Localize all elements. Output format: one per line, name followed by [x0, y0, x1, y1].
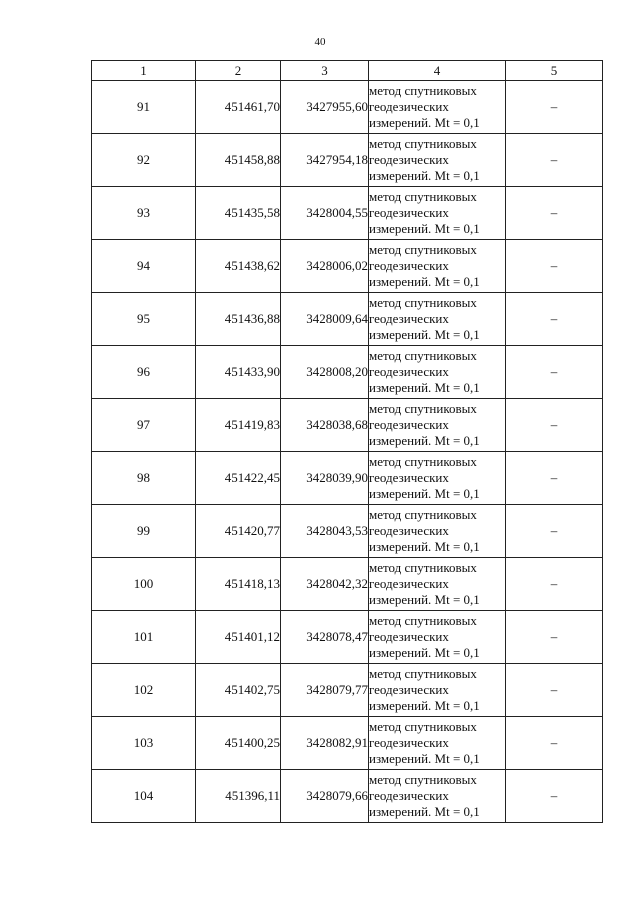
method-line-2: геодезических — [369, 470, 449, 485]
method-line-1: метод спутниковых — [369, 189, 477, 204]
point-number-cell: 93 — [92, 187, 196, 240]
method-line-2: геодезических — [369, 258, 449, 273]
x-coordinate-cell: 451436,88 — [196, 293, 281, 346]
table-row — [92, 611, 603, 664]
method-line-3: измерений. Mt = 0,1 — [369, 539, 480, 554]
note-cell: – — [506, 293, 603, 346]
method-line-1: метод спутниковых — [369, 666, 477, 681]
point-number-cell: 99 — [92, 505, 196, 558]
table-row — [92, 240, 603, 293]
point-number-cell: 91 — [92, 81, 196, 134]
x-coordinate-cell: 451420,77 — [196, 505, 281, 558]
coordinates-table — [91, 60, 603, 823]
point-number-cell: 97 — [92, 399, 196, 452]
y-coordinate-cell: 3428006,02 — [281, 240, 369, 293]
method-line-1: метод спутниковых — [369, 401, 477, 416]
note-cell: – — [506, 664, 603, 717]
x-coordinate-cell: 451435,58 — [196, 187, 281, 240]
table-row — [92, 664, 603, 717]
method-cell — [369, 240, 506, 293]
note-cell: – — [506, 346, 603, 399]
header-col-1: 1 — [92, 61, 196, 81]
method-line-3: измерений. Mt = 0,1 — [369, 751, 480, 766]
method-line-2: геодезических — [369, 99, 449, 114]
y-coordinate-cell: 3428038,68 — [281, 399, 369, 452]
x-coordinate-cell: 451402,75 — [196, 664, 281, 717]
method-line-3: измерений. Mt = 0,1 — [369, 221, 480, 236]
point-number-cell: 94 — [92, 240, 196, 293]
method-line-3: измерений. Mt = 0,1 — [369, 433, 480, 448]
y-coordinate-cell: 3428009,64 — [281, 293, 369, 346]
table-row — [92, 346, 603, 399]
table-header-row — [92, 61, 603, 81]
y-coordinate-cell: 3427955,60 — [281, 81, 369, 134]
x-coordinate-cell: 451458,88 — [196, 134, 281, 187]
point-number-cell: 103 — [92, 717, 196, 770]
method-cell — [369, 81, 506, 134]
method-line-2: геодезических — [369, 576, 449, 591]
table-body — [92, 81, 603, 823]
method-line-2: геодезических — [369, 523, 449, 538]
x-coordinate-cell: 451419,83 — [196, 399, 281, 452]
x-coordinate-cell: 451396,11 — [196, 770, 281, 823]
note-cell: – — [506, 717, 603, 770]
table-row — [92, 717, 603, 770]
method-line-2: геодезических — [369, 788, 449, 803]
method-cell — [369, 134, 506, 187]
method-line-1: метод спутниковых — [369, 295, 477, 310]
y-coordinate-cell: 3427954,18 — [281, 134, 369, 187]
point-number-cell: 98 — [92, 452, 196, 505]
method-line-1: метод спутниковых — [369, 83, 477, 98]
y-coordinate-cell: 3428078,47 — [281, 611, 369, 664]
table-row — [92, 293, 603, 346]
x-coordinate-cell: 451422,45 — [196, 452, 281, 505]
note-cell: – — [506, 505, 603, 558]
y-coordinate-cell: 3428039,90 — [281, 452, 369, 505]
point-number-cell: 101 — [92, 611, 196, 664]
header-col-4: 4 — [369, 61, 506, 81]
table-row — [92, 452, 603, 505]
note-cell: – — [506, 611, 603, 664]
table-row — [92, 187, 603, 240]
method-line-2: геодезических — [369, 311, 449, 326]
table-row — [92, 558, 603, 611]
header-col-2: 2 — [196, 61, 281, 81]
note-cell: – — [506, 452, 603, 505]
method-cell — [369, 399, 506, 452]
method-line-3: измерений. Mt = 0,1 — [369, 274, 480, 289]
point-number-cell: 104 — [92, 770, 196, 823]
method-line-2: геодезических — [369, 205, 449, 220]
y-coordinate-cell: 3428043,53 — [281, 505, 369, 558]
method-cell — [369, 770, 506, 823]
note-cell: – — [506, 240, 603, 293]
method-line-1: метод спутниковых — [369, 454, 477, 469]
method-line-3: измерений. Mt = 0,1 — [369, 168, 480, 183]
method-line-2: геодезических — [369, 735, 449, 750]
note-cell: – — [506, 134, 603, 187]
method-line-3: измерений. Mt = 0,1 — [369, 645, 480, 660]
method-line-1: метод спутниковых — [369, 507, 477, 522]
point-number-cell: 92 — [92, 134, 196, 187]
method-cell — [369, 558, 506, 611]
x-coordinate-cell: 451438,62 — [196, 240, 281, 293]
x-coordinate-cell: 451400,25 — [196, 717, 281, 770]
method-line-1: метод спутниковых — [369, 613, 477, 628]
method-line-3: измерений. Mt = 0,1 — [369, 380, 480, 395]
y-coordinate-cell: 3428082,91 — [281, 717, 369, 770]
note-cell: – — [506, 399, 603, 452]
table-row — [92, 134, 603, 187]
method-line-2: геодезических — [369, 682, 449, 697]
method-cell — [369, 664, 506, 717]
table-row — [92, 399, 603, 452]
method-line-2: геодезических — [369, 152, 449, 167]
method-line-3: измерений. Mt = 0,1 — [369, 327, 480, 342]
x-coordinate-cell: 451401,12 — [196, 611, 281, 664]
note-cell: – — [506, 187, 603, 240]
method-line-3: измерений. Mt = 0,1 — [369, 592, 480, 607]
point-number-cell: 100 — [92, 558, 196, 611]
method-line-3: измерений. Mt = 0,1 — [369, 804, 480, 819]
x-coordinate-cell: 451433,90 — [196, 346, 281, 399]
method-line-2: геодезических — [369, 629, 449, 644]
method-cell — [369, 505, 506, 558]
method-cell — [369, 717, 506, 770]
y-coordinate-cell: 3428008,20 — [281, 346, 369, 399]
method-cell — [369, 293, 506, 346]
x-coordinate-cell: 451418,13 — [196, 558, 281, 611]
method-line-3: измерений. Mt = 0,1 — [369, 698, 480, 713]
header-col-5: 5 — [506, 61, 603, 81]
method-line-2: геодезических — [369, 364, 449, 379]
method-line-3: измерений. Mt = 0,1 — [369, 115, 480, 130]
page-number: 40 — [314, 36, 326, 48]
header-col-3: 3 — [281, 61, 369, 81]
method-line-2: геодезических — [369, 417, 449, 432]
y-coordinate-cell: 3428079,77 — [281, 664, 369, 717]
method-line-3: измерений. Mt = 0,1 — [369, 486, 480, 501]
point-number-cell: 95 — [92, 293, 196, 346]
method-line-1: метод спутниковых — [369, 719, 477, 734]
method-line-1: метод спутниковых — [369, 348, 477, 363]
table-row — [92, 505, 603, 558]
point-number-cell: 102 — [92, 664, 196, 717]
method-cell — [369, 611, 506, 664]
method-line-1: метод спутниковых — [369, 772, 477, 787]
method-cell — [369, 346, 506, 399]
method-cell — [369, 452, 506, 505]
method-line-1: метод спутниковых — [369, 136, 477, 151]
method-cell — [369, 187, 506, 240]
point-number-cell: 96 — [92, 346, 196, 399]
method-line-1: метод спутниковых — [369, 242, 477, 257]
note-cell: – — [506, 558, 603, 611]
y-coordinate-cell: 3428079,66 — [281, 770, 369, 823]
table-row — [92, 770, 603, 823]
method-line-1: метод спутниковых — [369, 560, 477, 575]
note-cell: – — [506, 81, 603, 134]
table-row — [92, 81, 603, 134]
note-cell: – — [506, 770, 603, 823]
y-coordinate-cell: 3428004,55 — [281, 187, 369, 240]
y-coordinate-cell: 3428042,32 — [281, 558, 369, 611]
x-coordinate-cell: 451461,70 — [196, 81, 281, 134]
